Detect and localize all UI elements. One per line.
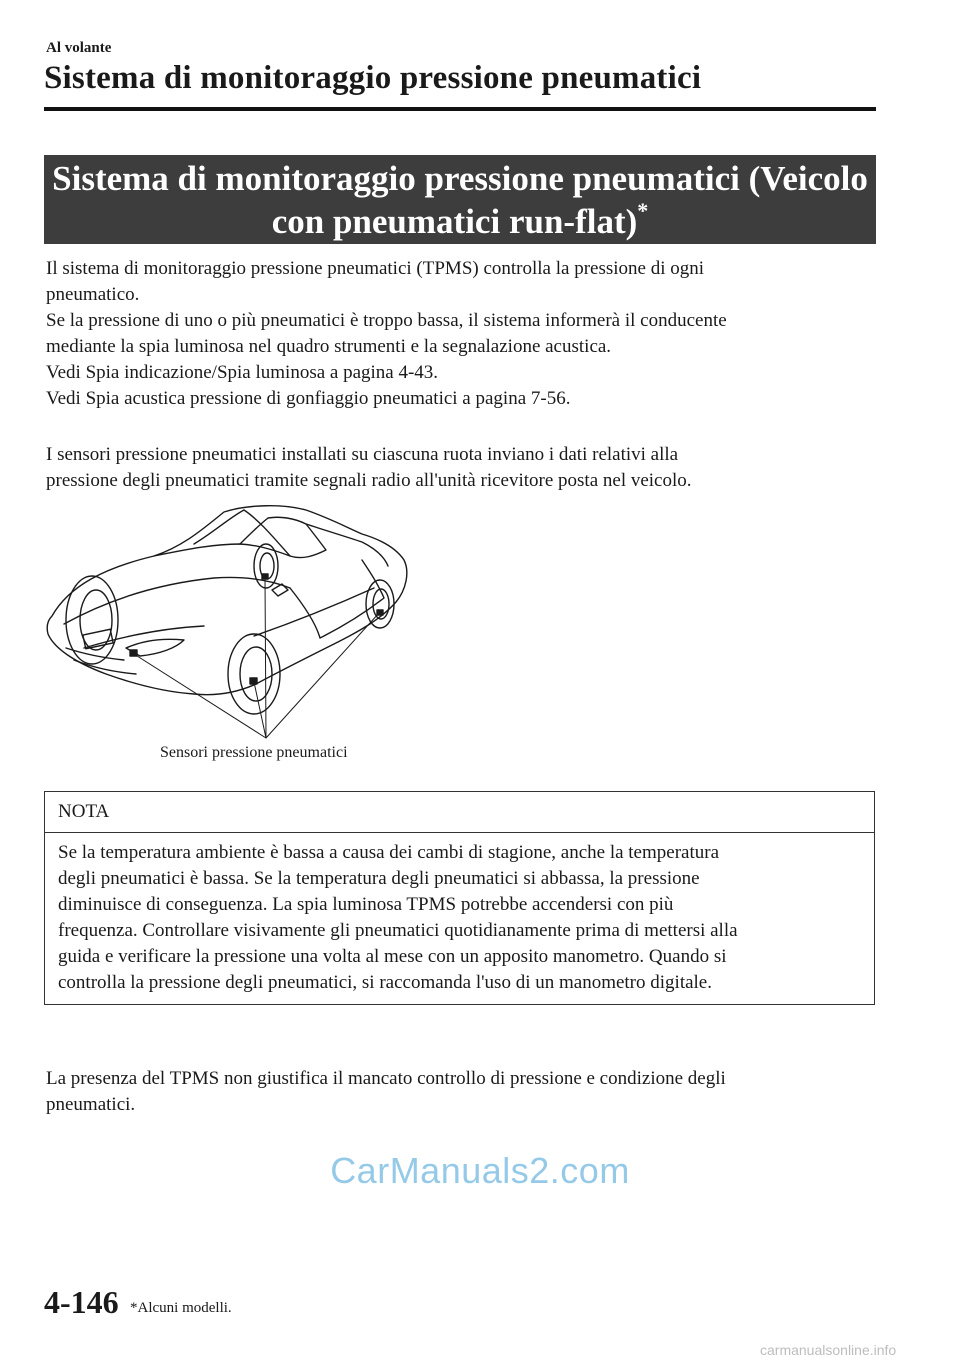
note-line: degli pneumatici è bassa. Se la temperatura degli pneumatici si abbassa, la pressione (58, 868, 700, 889)
figure-caption: Sensori pressione pneumatici (160, 744, 348, 761)
section-label: Al volante (46, 40, 112, 56)
closing-paragraph (46, 1066, 876, 1118)
leader-line (254, 682, 266, 738)
tire-sensor (250, 678, 257, 684)
note-line: diminuisce di conseguenza. La spia luminosa TPMS potrebbe accendersi con più (58, 894, 674, 915)
intro-paragraph (46, 256, 876, 412)
car-sensor-illustration (44, 498, 410, 746)
intro-line: Vedi Spia acustica pressione di gonfiaggio pneumatici a pagina 7-56. (46, 388, 571, 409)
sensors-paragraph (46, 442, 876, 494)
car-hood-line (64, 577, 290, 624)
banner-asterisk: * (637, 198, 649, 223)
footnote: *Alcuni modelli. (130, 1300, 232, 1316)
intro-line: Il sistema di monitoraggio pressione pneumatici (TPMS) controlla la pressione di ogni (46, 258, 705, 279)
closing-line: La presenza del TPMS non giustifica il mancato controllo di pressione e condizione degli (46, 1068, 726, 1089)
closing-line: pneumatici. (46, 1094, 136, 1115)
leader-line (265, 578, 266, 738)
note-line: guida e verificare la pressione una volta al mese con un apposito manometro. Quando si (58, 946, 727, 967)
leader-line (266, 613, 379, 738)
section-banner (44, 155, 876, 244)
car-body-outline (47, 506, 407, 695)
intro-line: Vedi Spia indicazione/Spia luminosa a pagina 4-43. (46, 362, 439, 383)
page-number: 4-146 (44, 1284, 119, 1320)
car-windshield (154, 510, 290, 556)
note-line: Se la temperatura ambiente è bassa a causa dei cambi di stagione, anche la temperatura (58, 842, 720, 863)
banner-line-2: con pneumatici run-flat) (271, 202, 638, 241)
note-header (45, 792, 874, 833)
wheel-rear-right (366, 580, 394, 628)
note-title: NOTA (58, 801, 110, 822)
sensors-line: I sensori pressione pneumatici installati su ciascuna ruota inviano i dati relativi alla (46, 444, 679, 465)
intro-line: mediante la spia luminosa nel quadro strumenti e la segnalazione acustica. (46, 336, 612, 357)
note-box (44, 791, 875, 1005)
car-rear-deck (306, 524, 388, 566)
note-line: frequenza. Controllare visivamente gli pneumatici quotidianamente prima di mettersi alla (58, 920, 738, 941)
footer-site-watermark: carmanualsonline.info (760, 1342, 897, 1358)
intro-line: pneumatico. (46, 284, 140, 305)
car-cockpit (240, 517, 326, 557)
note-body (58, 840, 738, 996)
title-divider (44, 107, 876, 111)
wheel-front-left-hub (80, 590, 112, 650)
car-side-line (254, 588, 374, 636)
watermark-logo: CarManuals2.com (330, 1150, 630, 1191)
intro-line: Se la pressione di uno o più pneumatici è troppo bassa, il sistema informerà il conducente (46, 310, 727, 331)
page-title: Sistema di monitoraggio pressione pneumatici (44, 60, 702, 96)
note-line: controlla la pressione degli pneumatici, si raccomanda l'uso di un manometro digitale. (58, 972, 712, 993)
wheel-front-left (66, 576, 118, 664)
car-door (290, 560, 384, 638)
sensors-line: pressione degli pneumatici tramite segnali radio all'unità ricevitore posta nel veicolo. (46, 470, 692, 491)
banner-line-1: Sistema di monitoraggio pressione pneumatici (Veicolo (52, 159, 868, 198)
